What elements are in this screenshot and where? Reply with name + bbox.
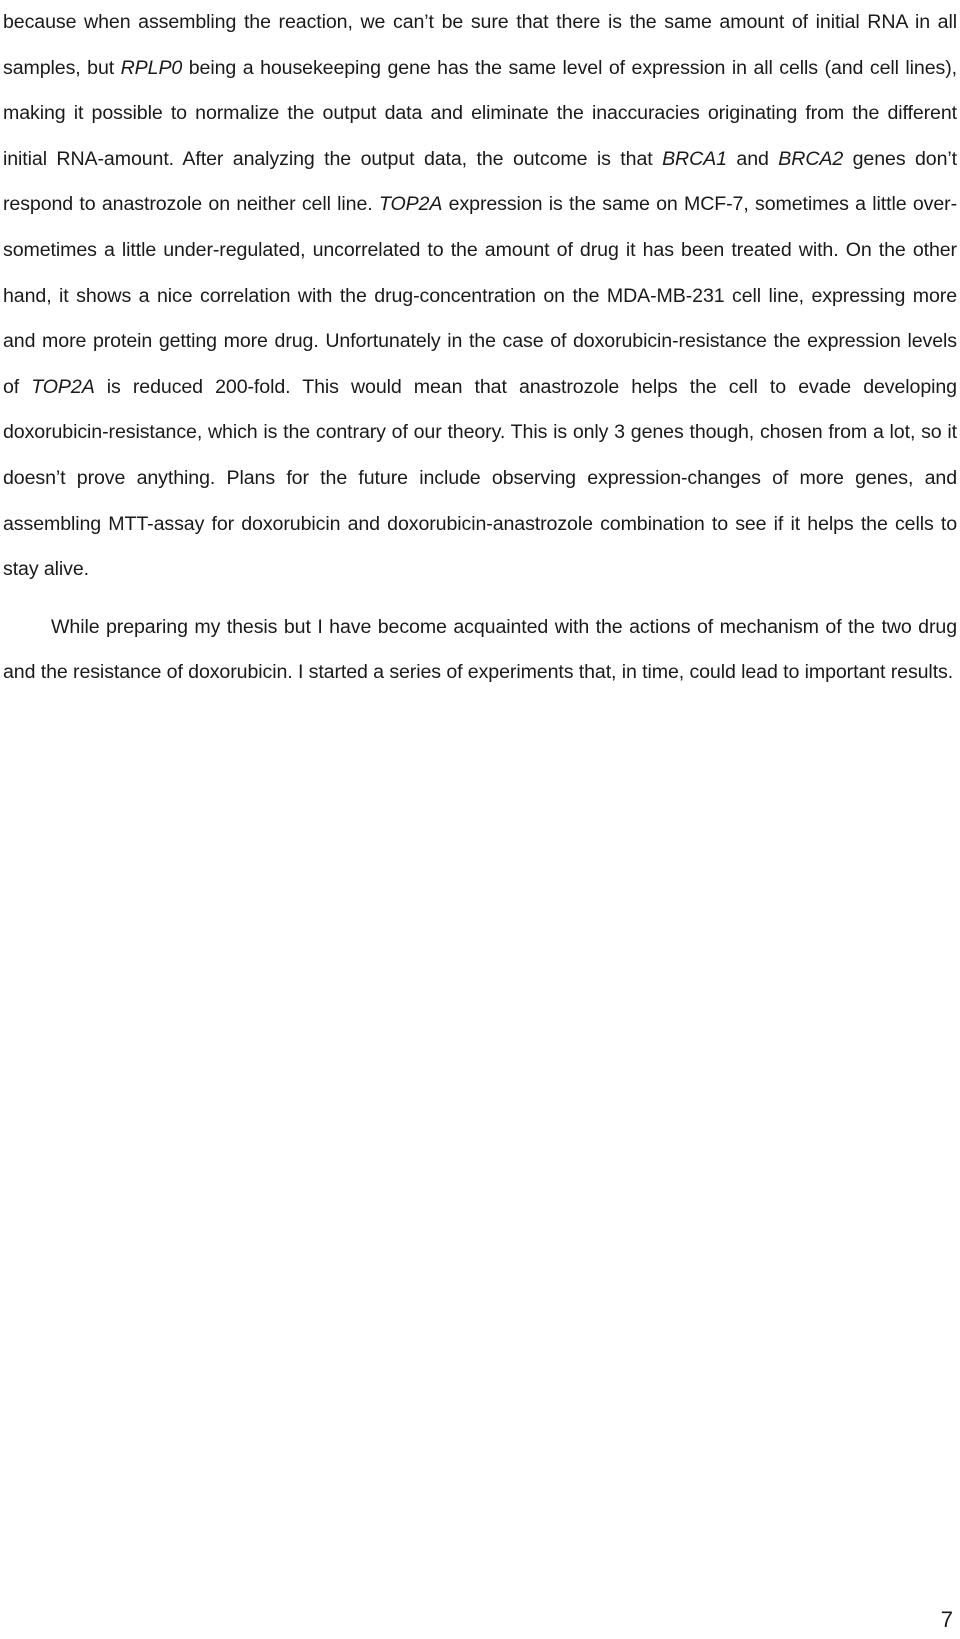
para1-seg-10: is reduced 200-fold. This would mean that anastrozole helps the cell to evade developing doxorubicin-resistance, which is the contrary of our theory. This is only 3 genes though, chosen from a lot, so it doesn’t prove anything. Plans for the future include observing expression-changes of more genes, and assembling MTT-assay for doxorubicin and doxorubicin-anastrozole combination to see if it helps the cells to stay alive. (3, 375, 957, 581)
para1-seg-4: and (726, 147, 779, 170)
gene-name-rplp0: RPLP0 (120, 56, 183, 79)
paragraph-2 (3, 605, 957, 696)
gene-name-brca1: BRCA1 (662, 147, 727, 170)
para1-seg-8: expression is the same on MCF-7, sometimes a little over-sometimes a little under-regulated, uncorrelated to the amount of drug it has been treated with. On the other hand, it shows a nice correlation with the drug-concentration on the MDA-MB-231 cell line, expressing more and more protein getting more drug. Unfortunately in the case of doxorubicin-resistance the expression levels of (3, 193, 957, 398)
gene-name-top2a-2: TOP2A (31, 375, 95, 398)
page-number: 7 (940, 1607, 953, 1632)
para1-seg-2: being a housekeeping gene has the same level of expression in all cells (and cell lines), making it possible to normalize the output data and eliminate the inaccuracies originating from the different initial RNA-amount. After analyzing the output data, the outcome is that (3, 56, 957, 170)
para1-seg-0: because when assembling the reaction, we can’t be sure that there is the same amount of initial RNA in all samples, but (3, 11, 957, 79)
para2-seg-0: While preparing my thesis but I have become acquainted with the actions of mechanism of the two drug and the resistance of doxorubicin. I started a series of experiments that, in time, could lead to important results. (3, 615, 957, 684)
gene-name-brca2: BRCA2 (778, 147, 844, 170)
para1-seg-6: genes don’t respond to anastrozole on neither cell line. (3, 147, 957, 216)
paragraph-1 (3, 0, 957, 593)
body-text (3, 0, 957, 696)
gene-name-top2a: TOP2A (378, 193, 443, 216)
